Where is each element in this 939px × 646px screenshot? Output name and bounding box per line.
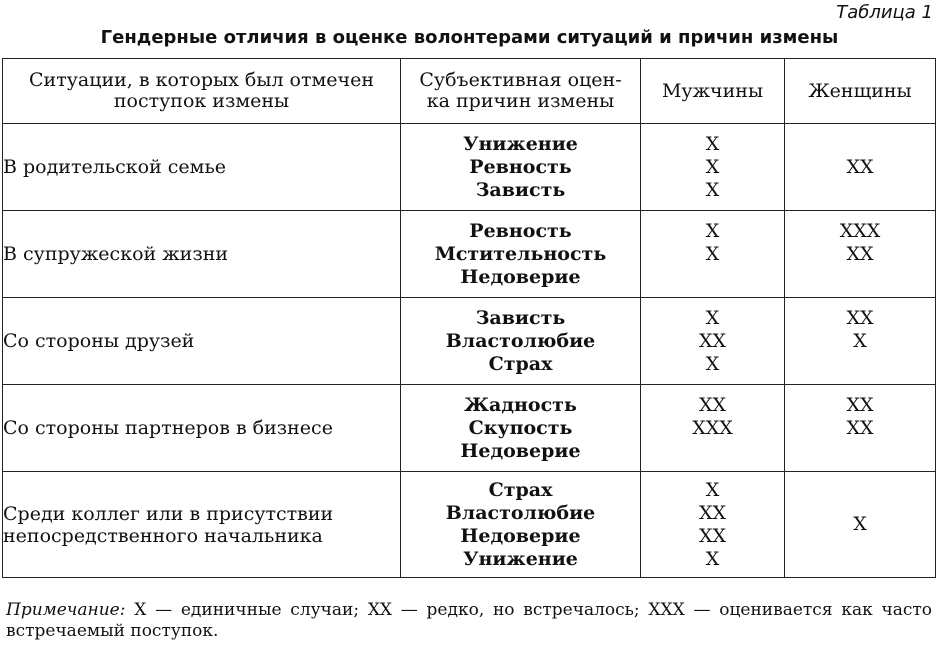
header-women: Женщины xyxy=(785,59,936,124)
table-row xyxy=(3,124,936,211)
note-text: X — единичные случаи; XX — редко, но встречалось; XXX — оценивается как часто встречаемый поступок. xyxy=(6,600,932,641)
men-mark-entry xyxy=(641,266,784,289)
cause-entry: Зависть xyxy=(475,306,566,329)
men-mark-entry xyxy=(641,440,784,463)
header-row xyxy=(3,59,936,124)
cause-entry: Ревность xyxy=(469,219,572,242)
gender-differences-table xyxy=(2,58,936,578)
cause-entry: Зависть xyxy=(475,178,566,201)
men-mark xyxy=(641,211,785,298)
table-row xyxy=(3,211,936,298)
women-mark-entry: XX xyxy=(846,242,874,265)
table-number-label: Таблица 1 xyxy=(836,2,933,23)
situation-cell: В родительской семье xyxy=(3,124,401,211)
women-mark-entry: XX xyxy=(846,155,874,178)
table-row xyxy=(3,298,936,385)
situation-cell: Среди коллег или в присутствии непосредственного начальника xyxy=(3,472,401,578)
women-mark-entry: X xyxy=(853,329,867,352)
men-mark-entry: XX xyxy=(698,393,727,416)
women-mark-entry xyxy=(785,266,935,289)
men-mark-entry: X xyxy=(705,547,720,570)
women-mark-entry xyxy=(785,440,935,463)
header-causes: Субъективная оцен- ка причин измены xyxy=(401,59,641,124)
cause-entry: Недоверие xyxy=(460,524,581,547)
table-caption: Гендерные отличия в оценке волонтерами ситуаций и причин измены xyxy=(100,27,839,48)
men-mark-entry: X xyxy=(705,242,720,265)
header-men: Мужчины xyxy=(641,59,785,124)
cause-entry: Унижение xyxy=(463,132,578,155)
women-mark-entry: X xyxy=(853,513,867,535)
table-body xyxy=(3,124,936,578)
men-mark-entry: X xyxy=(705,478,720,501)
women-mark xyxy=(785,298,936,385)
table-note xyxy=(6,600,932,642)
women-mark xyxy=(785,385,936,472)
table-row xyxy=(3,472,936,578)
cause-entry: Недоверие xyxy=(460,439,581,462)
women-mark-entry: XX xyxy=(846,306,874,329)
men-mark xyxy=(641,298,785,385)
men-mark-entry: X xyxy=(705,178,720,201)
women-mark xyxy=(785,124,936,211)
men-mark-entry: XX xyxy=(698,501,727,524)
cause-entry: Страх xyxy=(488,478,553,501)
header-situation: Ситуации, в которых был отмечен поступок измены xyxy=(3,59,401,124)
women-mark-entry: XXX xyxy=(839,219,881,242)
cause xyxy=(401,124,641,211)
situation-cell: Со стороны друзей xyxy=(3,298,401,385)
men-mark-entry: X xyxy=(705,352,720,375)
men-mark xyxy=(641,472,785,578)
men-mark-entry: XX xyxy=(698,524,727,547)
women-mark-entry: XX xyxy=(846,416,874,439)
men-mark-entry: X xyxy=(705,155,720,178)
men-mark-entry: X xyxy=(705,219,720,242)
cause-entry: Страх xyxy=(488,352,553,375)
cause-entry: Мстительность xyxy=(434,242,607,265)
men-mark xyxy=(641,124,785,211)
cause xyxy=(401,472,641,578)
men-mark-entry: XXX xyxy=(692,416,733,439)
men-mark-entry: X xyxy=(705,132,720,155)
men-mark-entry: XX xyxy=(698,329,727,352)
cause-entry: Жадность xyxy=(464,393,577,416)
situation-cell: В супружеской жизни xyxy=(3,211,401,298)
women-mark xyxy=(785,472,936,578)
table-row xyxy=(3,385,936,472)
women-mark-entry: XX xyxy=(846,393,874,416)
men-mark xyxy=(641,385,785,472)
situation-cell: Со стороны партнеров в бизнесе xyxy=(3,385,401,472)
women-mark xyxy=(785,211,936,298)
cause xyxy=(401,385,641,472)
cause xyxy=(401,211,641,298)
cause-entry: Скупость xyxy=(468,416,573,439)
cause-entry: Недоверие xyxy=(460,265,581,288)
cause-entry: Ревность xyxy=(469,155,572,178)
cause-entry: Властолюбие xyxy=(445,501,596,524)
note-label: Примечание: xyxy=(6,600,126,620)
women-mark-entry xyxy=(785,353,935,376)
men-mark-entry: X xyxy=(705,306,720,329)
cause-entry: Унижение xyxy=(463,547,578,570)
cause-entry: Властолюбие xyxy=(445,329,596,352)
cause xyxy=(401,298,641,385)
